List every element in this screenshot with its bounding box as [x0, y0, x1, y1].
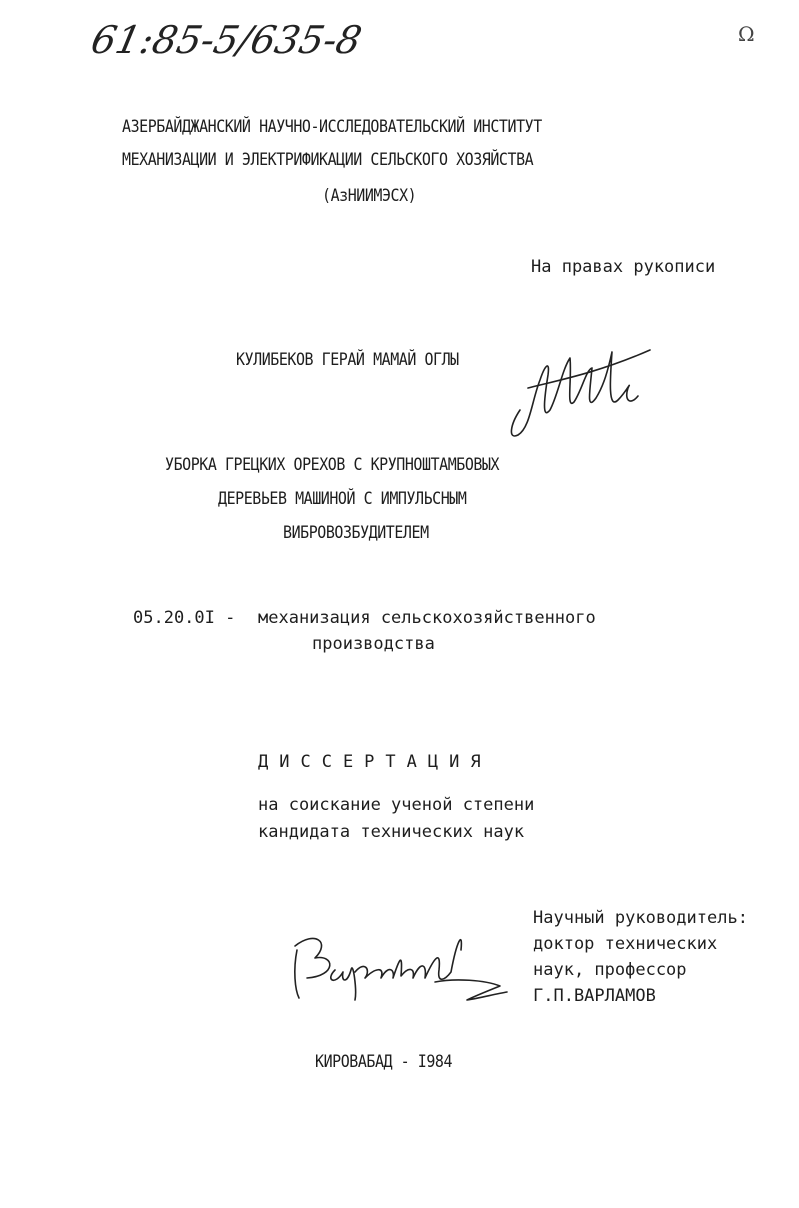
author-signature — [500, 340, 660, 450]
institute-line-2: МЕХАНИЗАЦИИ И ЭЛЕКТРИФИКАЦИИ СЕЛЬСКОГО ХОЗЯЙСТВА — [122, 150, 534, 170]
institute-abbreviation: (АзНИИМЭСХ) — [322, 186, 417, 206]
title-line-1: УБОРКА ГРЕЦКИХ ОРЕХОВ С КРУПНОШТАМБОВЫХ — [165, 455, 500, 475]
title-line-2: ДЕРЕВЬЕВ МАШИНОЙ С ИМПУЛЬСНЫМ — [218, 489, 467, 509]
document-type: ДИССЕРТАЦИЯ — [258, 752, 492, 772]
specialty-name-line-2: производства — [312, 634, 435, 654]
institute-line-1: АЗЕРБАЙДЖАНСКИЙ НАУЧНО-ИССЛЕДОВАТЕЛЬСКИЙ ИНСТИТУТ — [122, 117, 542, 137]
supervisor-title-line-1: доктор технических — [533, 934, 718, 954]
specialty-code: 05.20.0I - — [133, 608, 236, 628]
corner-mark: Ω — [738, 22, 755, 46]
supervisor-title-line-2: наук, профессор — [533, 960, 687, 980]
archive-call-number: 61:85-5/635-8 — [87, 18, 366, 62]
title-line-3: ВИБРОВОЗБУДИТЕЛЕМ — [283, 523, 429, 543]
degree-line-1: на соискание ученой степени — [258, 795, 535, 815]
place-and-year: КИРОВАБАД - I984 — [315, 1052, 453, 1072]
supervisor-name: Г.П.ВАРЛАМОВ — [533, 986, 656, 1006]
degree-line-2: кандидата технических наук — [258, 822, 525, 842]
supervisor-role: Научный руководитель: — [533, 908, 748, 928]
specialty-name-line-1: механизация сельскохозяйственного — [258, 608, 596, 628]
supervisor-signature — [285, 920, 515, 1010]
rights-note: На правах рукописи — [531, 257, 716, 277]
author-name: КУЛИБЕКОВ ГЕРАЙ МАМАЙ ОГЛЫ — [236, 350, 459, 370]
